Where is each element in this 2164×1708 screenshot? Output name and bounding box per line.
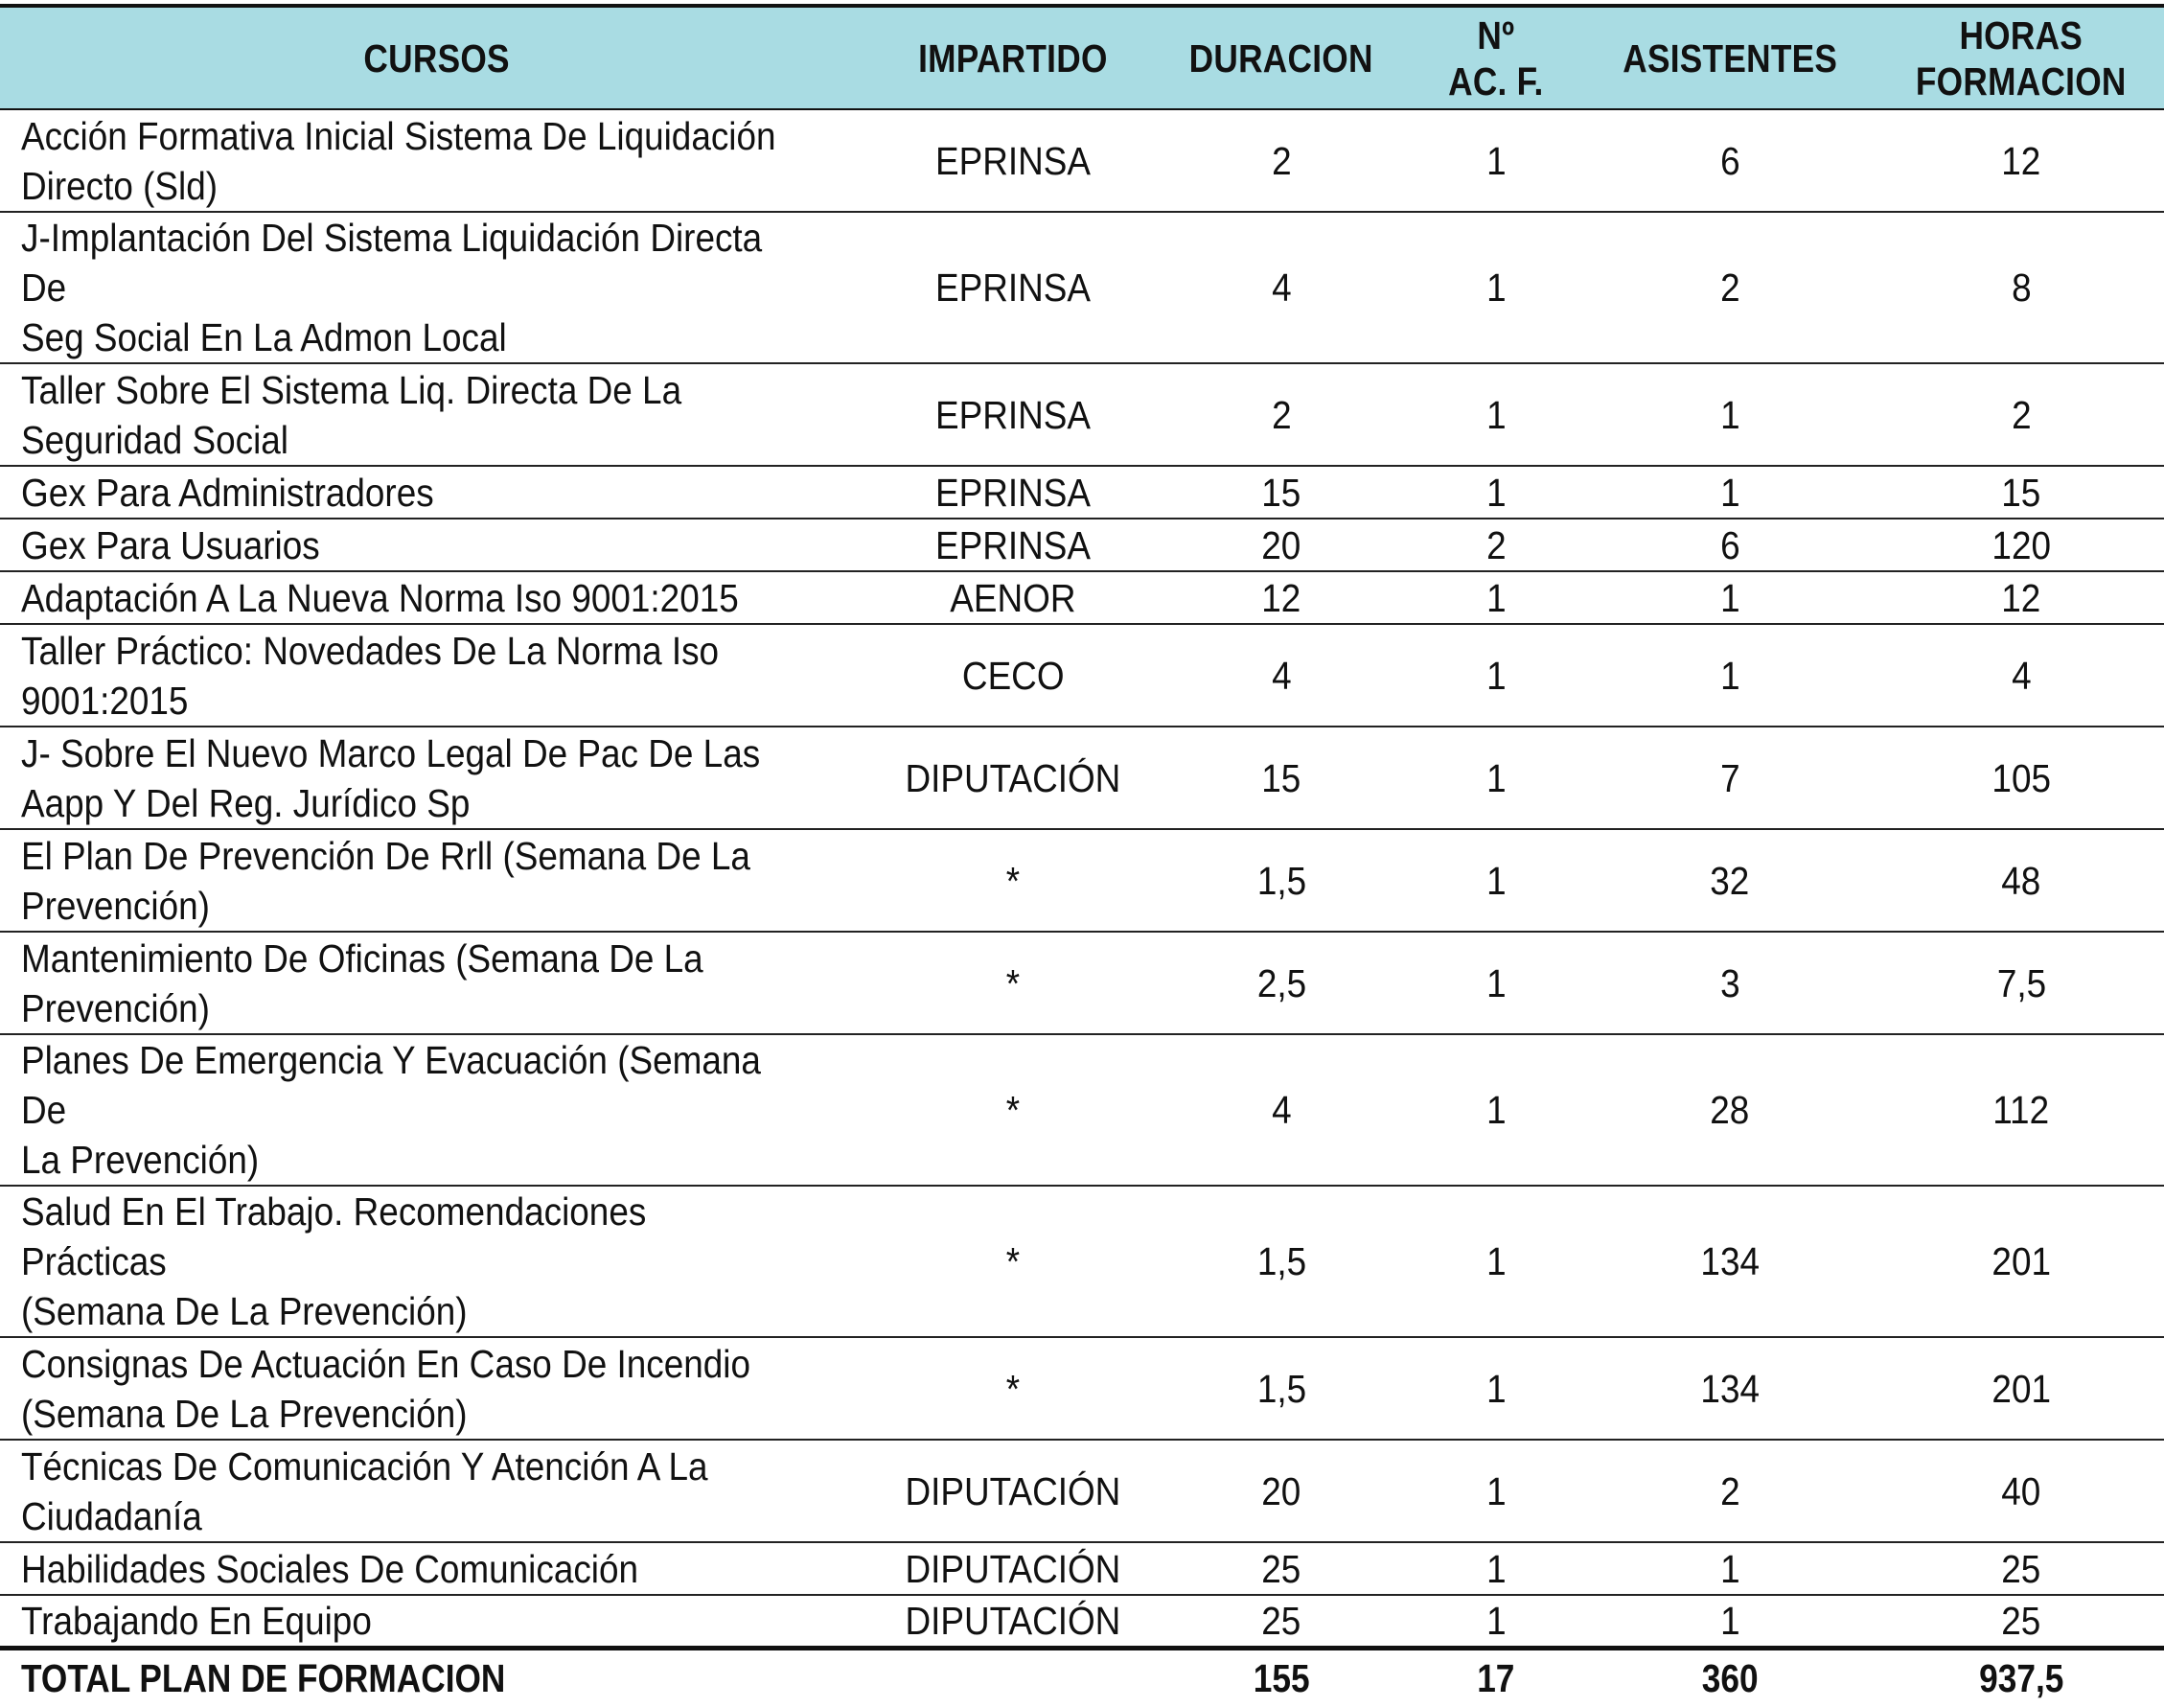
cell-horas-formacion: 4 xyxy=(1878,624,2164,727)
total-num-acciones: 17 xyxy=(1477,1656,1515,1701)
table-footer xyxy=(0,1649,2164,1708)
cell-impartido: * xyxy=(874,1337,1152,1440)
cell-duracion: 25 xyxy=(1152,1542,1411,1595)
cell-num-acciones: 1 xyxy=(1411,624,1581,727)
cell-horas-formacion: 201 xyxy=(1878,1337,2164,1440)
cell-num-acciones: 1 xyxy=(1411,1186,1581,1337)
total-asistentes: 360 xyxy=(1701,1656,1759,1701)
cell-curso: Técnicas De Comunicación Y Atención A La Ciudadanía xyxy=(0,1440,874,1542)
cell-duracion: 4 xyxy=(1152,212,1411,363)
cell-impartido: * xyxy=(874,932,1152,1034)
table-row xyxy=(0,109,2164,212)
cell-horas-formacion: 120 xyxy=(1878,519,2164,571)
cell-duracion: 12 xyxy=(1152,571,1411,624)
cell-curso: Acción Formativa Inicial Sistema De Liquidación Directo (Sld) xyxy=(0,109,874,212)
table-row xyxy=(0,829,2164,932)
cell-num-acciones: 1 xyxy=(1411,466,1581,519)
cell-duracion: 15 xyxy=(1152,727,1411,829)
total-row xyxy=(0,1649,2164,1708)
cell-asistentes: 134 xyxy=(1581,1337,1878,1440)
cell-asistentes: 134 xyxy=(1581,1186,1878,1337)
cell-impartido: CECO xyxy=(874,624,1152,727)
cell-duracion: 4 xyxy=(1152,624,1411,727)
cell-curso: Mantenimiento De Oficinas (Semana De La Prevención) xyxy=(0,932,874,1034)
total-label: TOTAL PLAN DE FORMACION xyxy=(21,1656,506,1701)
cell-duracion: 20 xyxy=(1152,519,1411,571)
cell-asistentes: 1 xyxy=(1581,571,1878,624)
cell-duracion: 25 xyxy=(1152,1595,1411,1649)
cell-num-acciones: 1 xyxy=(1411,1337,1581,1440)
cell-horas-formacion: 112 xyxy=(1878,1034,2164,1186)
cell-num-acciones: 2 xyxy=(1411,519,1581,571)
cell-num-acciones: 1 xyxy=(1411,1542,1581,1595)
cell-curso: Consignas De Actuación En Caso De Incendio (Semana De La Prevención) xyxy=(0,1337,874,1440)
cell-num-acciones: 1 xyxy=(1411,1034,1581,1186)
cell-duracion: 2,5 xyxy=(1152,932,1411,1034)
cell-asistentes: 7 xyxy=(1581,727,1878,829)
cell-curso: Gex Para Administradores xyxy=(0,466,874,519)
table-row xyxy=(0,624,2164,727)
cell-impartido: DIPUTACIÓN xyxy=(874,1595,1152,1649)
cell-impartido: * xyxy=(874,829,1152,932)
cell-num-acciones: 1 xyxy=(1411,109,1581,212)
cell-duracion: 1,5 xyxy=(1152,1186,1411,1337)
cell-asistentes: 28 xyxy=(1581,1034,1878,1186)
cell-duracion: 20 xyxy=(1152,1440,1411,1542)
cell-curso: J-Implantación Del Sistema Liquidación Directa De Seg Social En La Admon Local xyxy=(0,212,874,363)
total-horas-formacion: 937,5 xyxy=(1978,1656,2064,1701)
table-row xyxy=(0,571,2164,624)
table-row xyxy=(0,727,2164,829)
cell-asistentes: 2 xyxy=(1581,1440,1878,1542)
cell-curso: Planes De Emergencia Y Evacuación (Semana De La Prevención) xyxy=(0,1034,874,1186)
cell-asistentes: 3 xyxy=(1581,932,1878,1034)
cell-impartido: EPRINSA xyxy=(874,212,1152,363)
cell-asistentes: 1 xyxy=(1581,466,1878,519)
cell-curso: El Plan De Prevención De Rrll (Semana De La Prevención) xyxy=(0,829,874,932)
cell-impartido: * xyxy=(874,1186,1152,1337)
table-row xyxy=(0,363,2164,466)
header-row xyxy=(0,6,2164,109)
table-row xyxy=(0,1595,2164,1649)
cell-num-acciones: 1 xyxy=(1411,1595,1581,1649)
cell-asistentes: 1 xyxy=(1581,624,1878,727)
cell-impartido: EPRINSA xyxy=(874,466,1152,519)
cell-horas-formacion: 25 xyxy=(1878,1542,2164,1595)
cell-duracion: 15 xyxy=(1152,466,1411,519)
cell-impartido: AENOR xyxy=(874,571,1152,624)
cell-horas-formacion: 105 xyxy=(1878,727,2164,829)
table-header xyxy=(0,6,2164,109)
cell-asistentes: 6 xyxy=(1581,109,1878,212)
cell-duracion: 2 xyxy=(1152,109,1411,212)
table-body xyxy=(0,109,2164,1649)
cell-impartido: DIPUTACIÓN xyxy=(874,1440,1152,1542)
cell-impartido: EPRINSA xyxy=(874,363,1152,466)
cell-curso: J- Sobre El Nuevo Marco Legal De Pac De Las Aapp Y Del Reg. Jurídico Sp xyxy=(0,727,874,829)
cell-curso: Adaptación A La Nueva Norma Iso 9001:2015 xyxy=(0,571,874,624)
table-row xyxy=(0,1337,2164,1440)
table-row xyxy=(0,466,2164,519)
cell-impartido: DIPUTACIÓN xyxy=(874,1542,1152,1595)
table-row xyxy=(0,1542,2164,1595)
cell-num-acciones: 1 xyxy=(1411,829,1581,932)
cell-curso: Taller Práctico: Novedades De La Norma Iso 9001:2015 xyxy=(0,624,874,727)
table-row xyxy=(0,932,2164,1034)
cell-horas-formacion: 25 xyxy=(1878,1595,2164,1649)
cell-impartido: EPRINSA xyxy=(874,109,1152,212)
cell-num-acciones: 1 xyxy=(1411,1440,1581,1542)
cell-horas-formacion: 12 xyxy=(1878,109,2164,212)
header-cursos: CURSOS xyxy=(0,6,874,109)
table-row xyxy=(0,519,2164,571)
cell-num-acciones: 1 xyxy=(1411,571,1581,624)
cell-curso: Gex Para Usuarios xyxy=(0,519,874,571)
cell-horas-formacion: 12 xyxy=(1878,571,2164,624)
cell-curso: Habilidades Sociales De Comunicación xyxy=(0,1542,874,1595)
cell-num-acciones: 1 xyxy=(1411,727,1581,829)
cell-curso: Salud En El Trabajo. Recomendaciones Prácticas (Semana De La Prevención) xyxy=(0,1186,874,1337)
cell-impartido: * xyxy=(874,1034,1152,1186)
cell-asistentes: 1 xyxy=(1581,363,1878,466)
cell-duracion: 1,5 xyxy=(1152,1337,1411,1440)
cell-curso: Taller Sobre El Sistema Liq. Directa De La Seguridad Social xyxy=(0,363,874,466)
header-impartido: IMPARTIDO xyxy=(874,6,1152,109)
header-asistentes: ASISTENTES xyxy=(1581,6,1878,109)
table-row xyxy=(0,212,2164,363)
total-impartido xyxy=(874,1649,1152,1708)
cell-horas-formacion: 40 xyxy=(1878,1440,2164,1542)
cell-asistentes: 6 xyxy=(1581,519,1878,571)
cell-impartido: EPRINSA xyxy=(874,519,1152,571)
cell-impartido: DIPUTACIÓN xyxy=(874,727,1152,829)
table-row xyxy=(0,1034,2164,1186)
header-num-acciones: Nº AC. F. xyxy=(1411,6,1581,109)
cell-horas-formacion: 2 xyxy=(1878,363,2164,466)
header-duracion: DURACION xyxy=(1152,6,1411,109)
cell-horas-formacion: 8 xyxy=(1878,212,2164,363)
cell-asistentes: 1 xyxy=(1581,1595,1878,1649)
header-horas-formacion: HORAS FORMACION xyxy=(1878,6,2164,109)
cell-asistentes: 1 xyxy=(1581,1542,1878,1595)
cell-horas-formacion: 7,5 xyxy=(1878,932,2164,1034)
cell-asistentes: 32 xyxy=(1581,829,1878,932)
table-row xyxy=(0,1186,2164,1337)
cell-asistentes: 2 xyxy=(1581,212,1878,363)
cell-curso: Trabajando En Equipo xyxy=(0,1595,874,1649)
cell-duracion: 1,5 xyxy=(1152,829,1411,932)
table-row xyxy=(0,1440,2164,1542)
total-duracion: 155 xyxy=(1253,1656,1310,1701)
cell-num-acciones: 1 xyxy=(1411,932,1581,1034)
cell-duracion: 4 xyxy=(1152,1034,1411,1186)
cell-horas-formacion: 15 xyxy=(1878,466,2164,519)
cell-horas-formacion: 201 xyxy=(1878,1186,2164,1337)
cell-num-acciones: 1 xyxy=(1411,363,1581,466)
cell-duracion: 2 xyxy=(1152,363,1411,466)
cell-horas-formacion: 48 xyxy=(1878,829,2164,932)
training-plan-table xyxy=(0,4,2164,1708)
cell-num-acciones: 1 xyxy=(1411,212,1581,363)
